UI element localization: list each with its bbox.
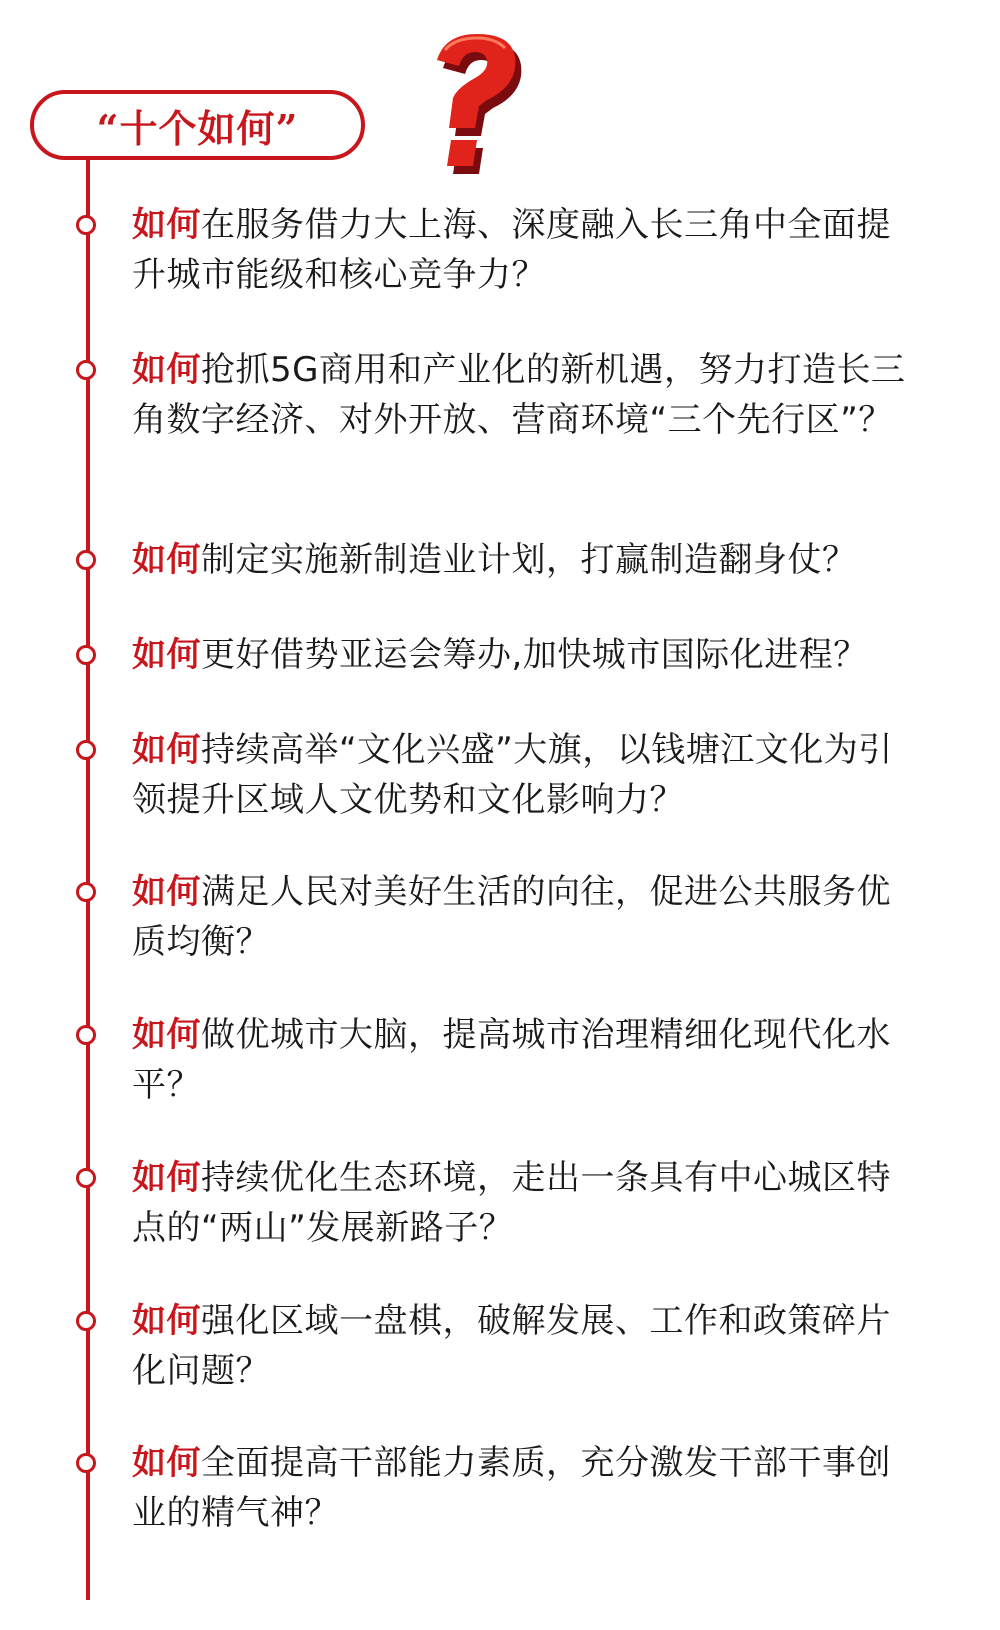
question-mark-icon xyxy=(415,30,525,180)
item-text: 强化区域一盘棋，破解发展、工作和政策碎片化问题？ xyxy=(132,1301,891,1391)
list-item xyxy=(132,200,922,300)
item-text: 满足人民对美好生活的向往，促进公共服务优质均衡？ xyxy=(132,872,891,962)
timeline-node xyxy=(76,1311,96,1331)
item-text: 做优城市大脑，提高城市治理精细化现代化水平？ xyxy=(132,1015,891,1105)
list-item xyxy=(132,1010,922,1110)
item-lead: 如何 xyxy=(132,350,201,390)
list-item xyxy=(132,630,922,680)
item-lead: 如何 xyxy=(132,540,201,580)
item-text: 持续优化生态环境，走出一条具有中心城区特点的“两山”发展新路子？ xyxy=(132,1158,891,1248)
item-text: 全面提高干部能力素质，充分激发干部干事创业的精气神？ xyxy=(132,1443,891,1533)
list-item xyxy=(132,1153,922,1253)
list-item xyxy=(132,1296,922,1396)
timeline-node xyxy=(76,215,96,235)
item-lead: 如何 xyxy=(132,635,201,675)
item-lead: 如何 xyxy=(132,872,201,912)
timeline-node xyxy=(76,882,96,902)
list-item xyxy=(132,1438,922,1538)
timeline-node xyxy=(76,740,96,760)
item-text: 制定实施新制造业计划，打赢制造翻身仗？ xyxy=(201,540,857,580)
timeline-node xyxy=(76,1168,96,1188)
title-badge xyxy=(30,90,365,160)
timeline-node xyxy=(76,645,96,665)
item-text: 抢抓5G商用和产业化的新机遇，努力打造长三角数字经济、对外开放、营商环境“三个先行区”？ xyxy=(132,350,906,440)
item-lead: 如何 xyxy=(132,1443,201,1483)
item-lead: 如何 xyxy=(132,1158,201,1198)
item-lead: 如何 xyxy=(132,730,201,770)
item-text: 在服务借力大上海、深度融入长三角中全面提升城市能级和核心竞争力？ xyxy=(132,205,891,295)
page-title: “十个如何” xyxy=(96,105,299,151)
list-item xyxy=(132,725,922,825)
timeline-node xyxy=(76,1453,96,1473)
timeline-node xyxy=(76,360,96,380)
item-lead: 如何 xyxy=(132,1015,201,1055)
list-item xyxy=(132,867,922,967)
list-item xyxy=(132,535,922,585)
item-text: 持续高举“文化兴盛”大旗，以钱塘江文化为引领提升区域人文优势和文化影响力？ xyxy=(132,730,893,820)
item-lead: 如何 xyxy=(132,205,201,245)
item-text: 更好借势亚运会筹办,加快城市国际化进程？ xyxy=(201,635,868,675)
timeline-node xyxy=(76,550,96,570)
list-item xyxy=(132,345,922,445)
timeline-node xyxy=(76,1025,96,1045)
item-lead: 如何 xyxy=(132,1301,201,1341)
